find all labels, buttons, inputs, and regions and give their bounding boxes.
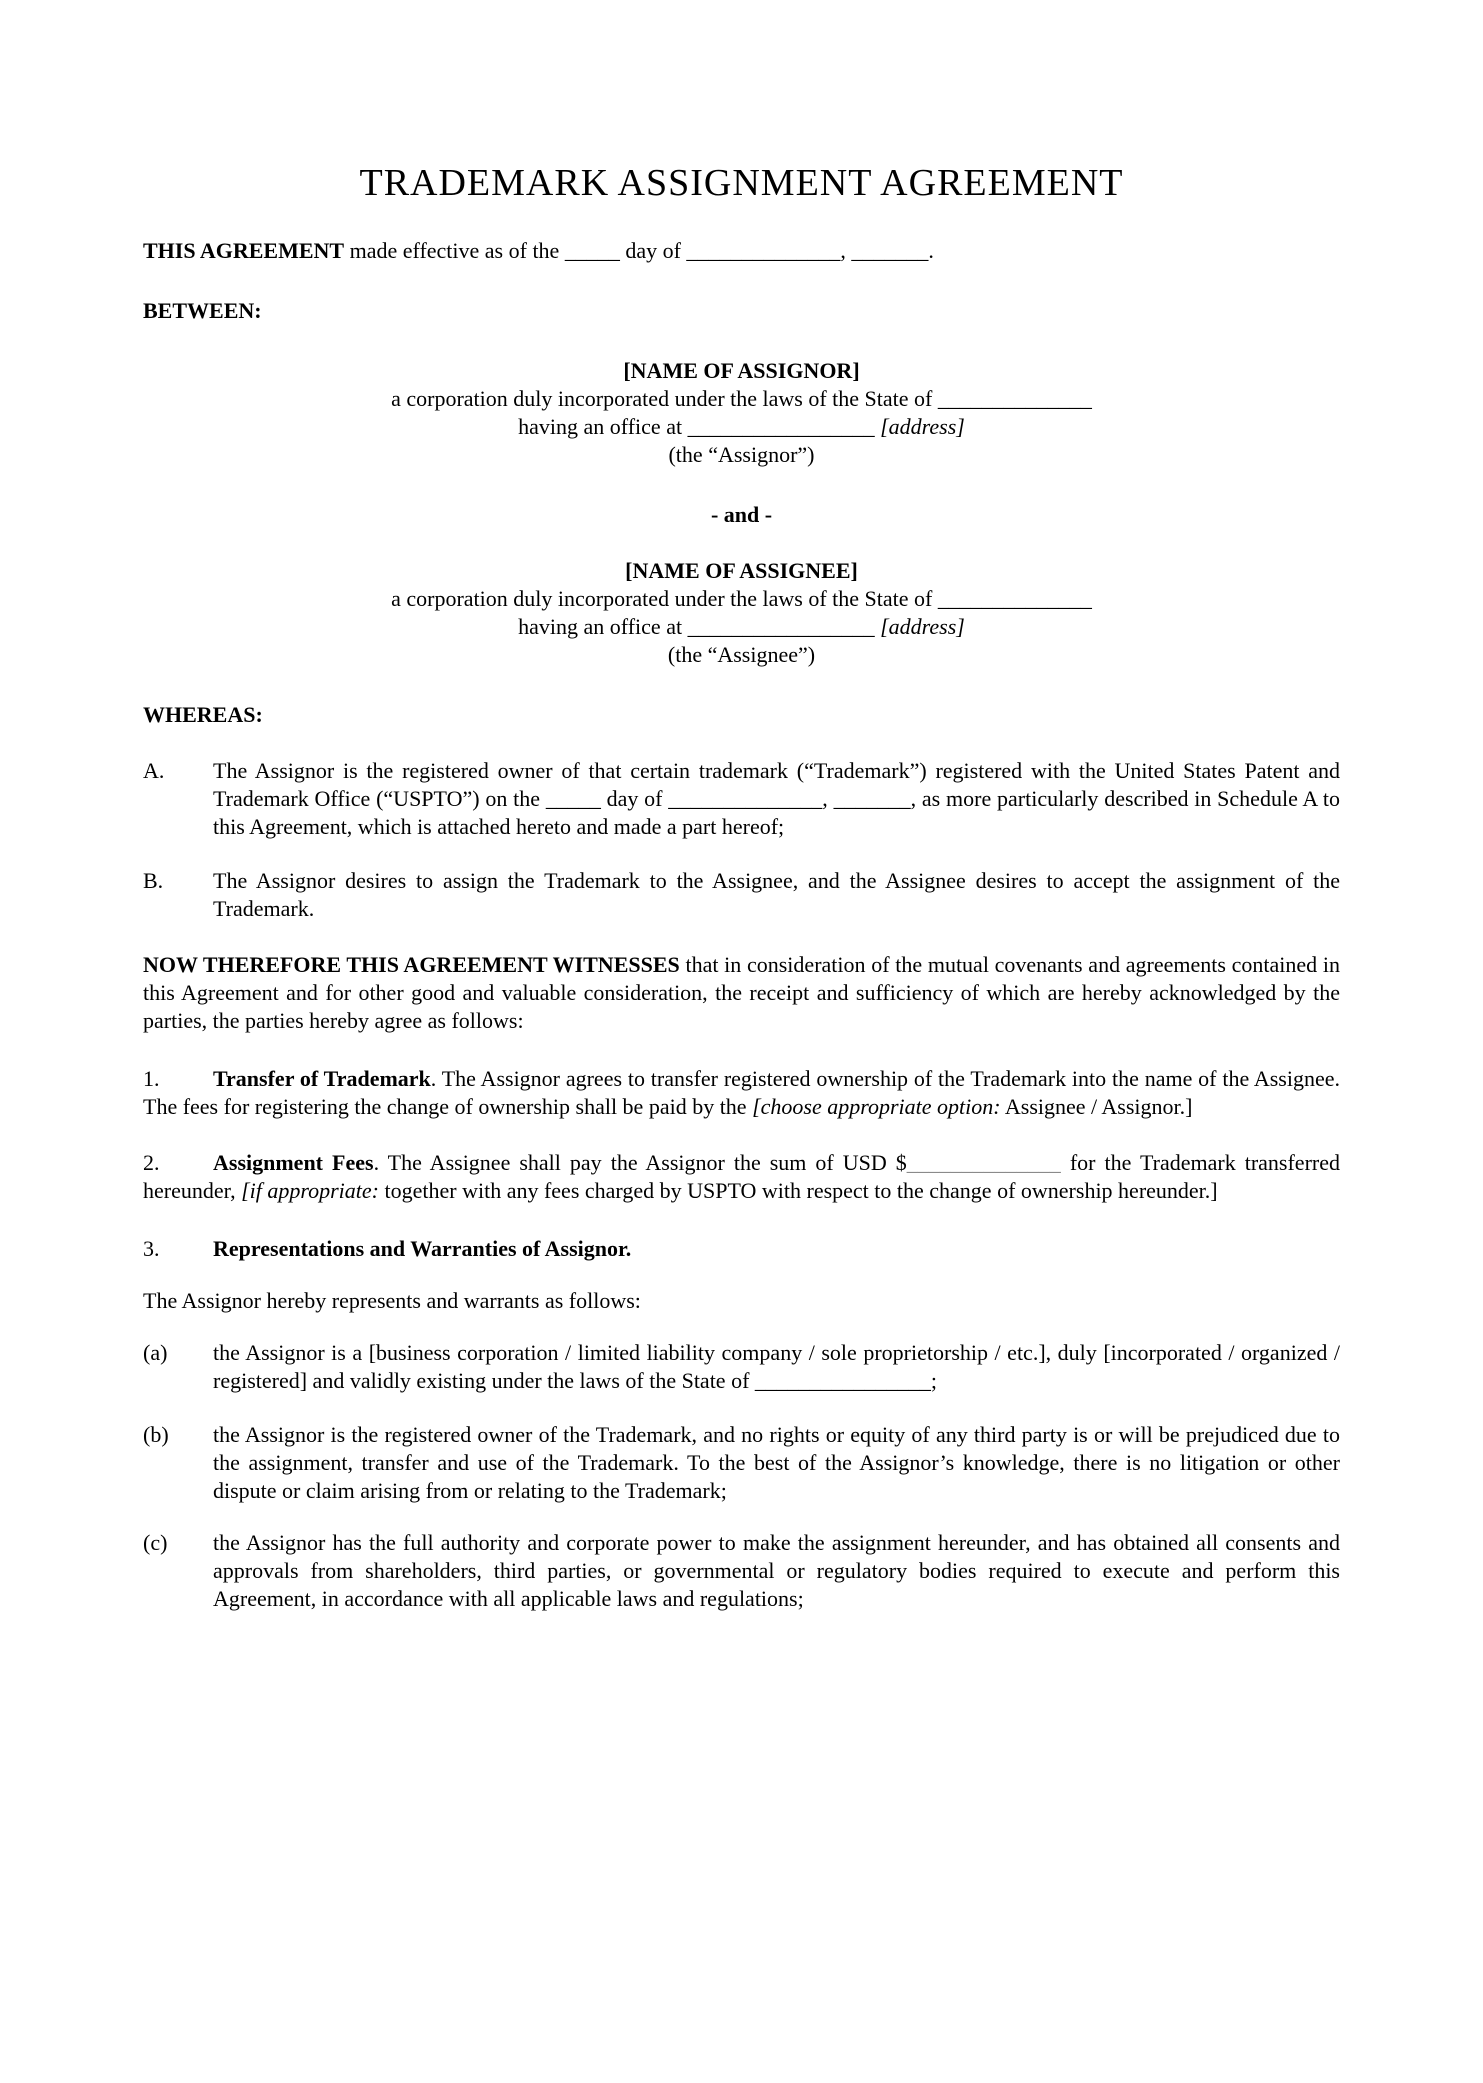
now-therefore-text: that in consideration of the mutual covenants and agreements contained in this Agreement and for other good and valuable consideration, the receipt and sufficiency of which are hereby acknowledged by the parties, the parties hereby agree as follows: — [143, 952, 1340, 1033]
section-3-heading: Representations and Warranties of Assignor. — [213, 1236, 632, 1261]
section-2-text-end: together with any fees charged by USPTO with respect to the change of ownership hereunder.] — [379, 1178, 1218, 1203]
section-1-drafting-note: [choose appropriate option: — [752, 1094, 1001, 1119]
assignee-office-line: having an office at _________________ [address] — [518, 614, 965, 639]
fee-amount-blank: ______________ — [906, 1150, 1061, 1175]
recital-b-text: The Assignor desires to assign the Trademark to the Assignee, and the Assignee desires to accept the assignment of the Trademark. — [213, 868, 1340, 921]
rep-item-c-text: the Assignor has the full authority and corporate power to make the assignment hereunder, and has obtained all consents and approvals from shareholders, third parties, or governmental or regulatory bodies required to execute and perform this Agreement, in accordance with all applicable laws and regulations; — [213, 1530, 1340, 1611]
section-1-number: 1. — [143, 1066, 160, 1091]
between-label: BETWEEN: — [143, 298, 262, 323]
recital-a-text: The Assignor is the registered owner of that certain trademark (“Trademark”) registered with the United States Patent and Trademark Office (“USPTO”) on the _____ day of ______________, _______, as more particularly described in Schedule A to this Agreement, which is attached hereto and made a part hereof; — [213, 758, 1340, 839]
section-2-text: . The Assignee shall pay the Assignor the sum of USD $ — [373, 1150, 907, 1175]
section-1-heading: Transfer of Trademark — [213, 1066, 431, 1091]
representations-intro: The Assignor hereby represents and warrants as follows: — [143, 1288, 641, 1313]
rep-item-a-label: (a) — [143, 1340, 168, 1365]
section-2-text-cont: for the Trademark transferred hereunder, — [143, 1150, 1340, 1203]
recital-b-label: B. — [143, 868, 164, 893]
section-3-number: 3. — [143, 1236, 160, 1261]
and-separator: - and - — [710, 502, 773, 527]
section-2-heading: Assignment Fees — [213, 1150, 374, 1175]
assignee-block — [143, 557, 1340, 669]
assignor-block — [143, 357, 1340, 469]
recital-b — [143, 867, 1340, 923]
rep-item-b-text: the Assignor is the registered owner of the Trademark, and no rights or equity of any third party is or will be prejudiced due to the assignment, transfer and use of the Trademark. To the best of the Assignor’s knowledge, there is no litigation or other dispute or claim arising from or relating to the Trademark; — [213, 1422, 1340, 1503]
section-1-text: . The Assignor agrees to transfer registered ownership of the Trademark into the name of the Assignee. The fees for registering the change of ownership shall be paid by the — [143, 1066, 1340, 1119]
section-2-fees — [143, 1149, 1340, 1205]
assignee-defined-term: (the “Assignee”) — [667, 642, 816, 667]
rep-item-b — [143, 1421, 1340, 1505]
now-therefore-paragraph — [143, 951, 1340, 1035]
assignor-incorporation-line: a corporation duly incorporated under the laws of the State of ______________ — [391, 386, 1092, 411]
rep-item-c-label: (c) — [143, 1530, 168, 1555]
intro-lead-in: THIS AGREEMENT — [143, 238, 345, 263]
rep-item-a-text: the Assignor is a [business corporation / limited liability company / sole proprietorship / etc.], duly [incorporated / organized / registered] and validly existing under the laws of the State of ________________; — [213, 1340, 1340, 1393]
section-2-drafting-note: [if appropriate: — [241, 1178, 379, 1203]
recital-a — [143, 757, 1340, 841]
rep-item-c — [143, 1529, 1340, 1613]
whereas-label: WHEREAS: — [143, 702, 263, 727]
assignee-incorporation-line: a corporation duly incorporated under the laws of the State of ______________ — [391, 586, 1092, 611]
section-1-transfer — [143, 1065, 1340, 1121]
assignor-office-line: having an office at _________________ [address] — [518, 414, 965, 439]
assignee-name: [NAME OF ASSIGNEE] — [625, 558, 858, 583]
assignor-defined-term: (the “Assignor”) — [668, 442, 815, 467]
recital-a-label: A. — [143, 758, 165, 783]
section-1-options: Assignee / Assignor.] — [1000, 1094, 1193, 1119]
assignor-name: [NAME OF ASSIGNOR] — [623, 358, 860, 383]
now-therefore-lead-in: NOW THEREFORE THIS AGREEMENT WITNESSES — [143, 952, 680, 977]
rep-item-a — [143, 1339, 1340, 1395]
address-placeholder: [address] — [880, 414, 965, 439]
section-2-number: 2. — [143, 1150, 160, 1175]
address-placeholder: [address] — [880, 614, 965, 639]
rep-item-b-label: (b) — [143, 1422, 169, 1447]
intro-text: made effective as of the _____ day of ______________, _______. — [344, 238, 934, 263]
section-3-representations — [143, 1235, 1340, 1263]
document-page — [0, 163, 1483, 1613]
intro-paragraph — [143, 237, 1340, 265]
document-title: TRADEMARK ASSIGNMENT AGREEMENT — [359, 162, 1124, 204]
